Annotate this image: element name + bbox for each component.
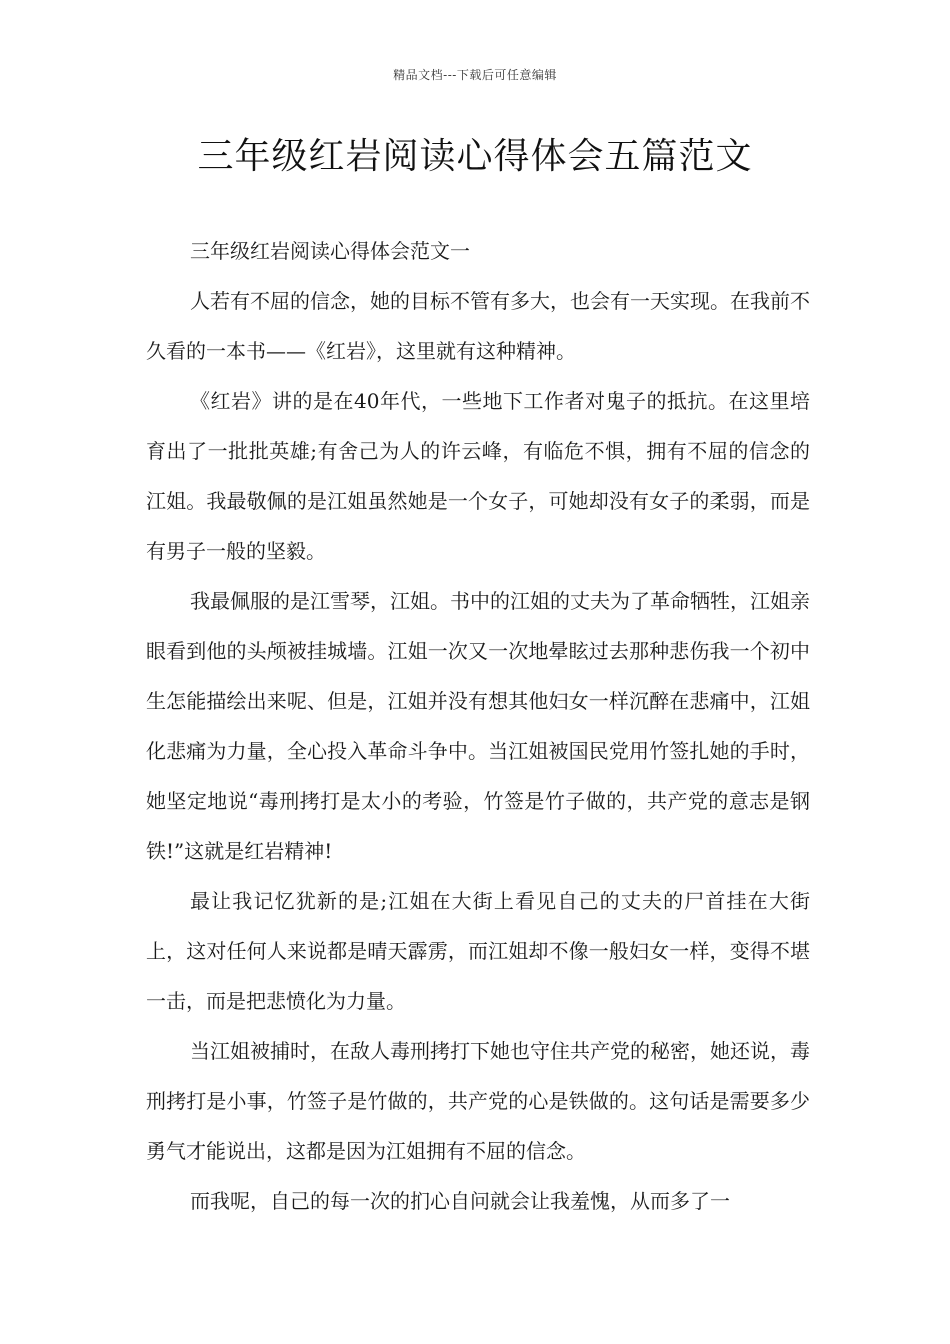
document-title: 三年级红岩阅读心得体会五篇范文 <box>197 136 753 177</box>
document-body <box>146 226 810 1226</box>
paragraph-4: 最让我记忆犹新的是;江姐在大街上看见自己的丈夫的尸首挂在大街上，这对任何人来说都是晴天霹雳，而江姐却不像一般妇女一样，变得不堪一击，而是把悲愤化为力量。 <box>146 889 810 1013</box>
paragraph-1: 人若有不屈的信念，她的目标不管有多大，也会有一天实现。在我前不久看的一本书——《红岩》，这里就有这种精神。 <box>146 289 810 363</box>
paragraph-6: 而我呢，自己的每一次的扪心自问就会让我羞愧，从而多了一 <box>190 1189 730 1213</box>
paragraph-2: 《红岩》讲的是在40年代，一些地下工作者对鬼子的抵抗。在这里培育出了一批批英雄;有舍己为人的许云峰，有临危不惧，拥有不屈的信念的江姐。我最敬佩的是江姐虽然她是一个女子，可她却没有女子的柔弱，而是有男子一般的坚毅。 <box>146 389 810 563</box>
header-note: 精品文档---下载后可任意编辑 <box>393 68 557 82</box>
paragraph-3: 我最佩服的是江雪琴，江姐。书中的江姐的丈夫为了革命牺牲，江姐亲眼看到他的头颅被挂城墙。江姐一次又一次地晕眩过去那种悲伤我一个初中生怎能描绘出来呢、但是，江姐并没有想其他妇女一样沉醉在悲痛中，江姐化悲痛为力量，全心投入革命斗争中。当江姐被国民党用竹签扎她的手时，她坚定地说“毒刑拷打是太小的考验，竹签是竹子做的，共产党的意志是钢铁!”这就是红岩精神! <box>146 589 810 863</box>
section-title: 三年级红岩阅读心得体会范文一 <box>190 239 470 263</box>
paragraph-5: 当江姐被捕时，在敌人毒刑拷打下她也守住共产党的秘密，她还说，毒刑拷打是小事，竹签子是竹做的，共产党的心是铁做的。这句话是需要多少勇气才能说出，这都是因为江姐拥有不屈的信念。 <box>146 1039 810 1163</box>
